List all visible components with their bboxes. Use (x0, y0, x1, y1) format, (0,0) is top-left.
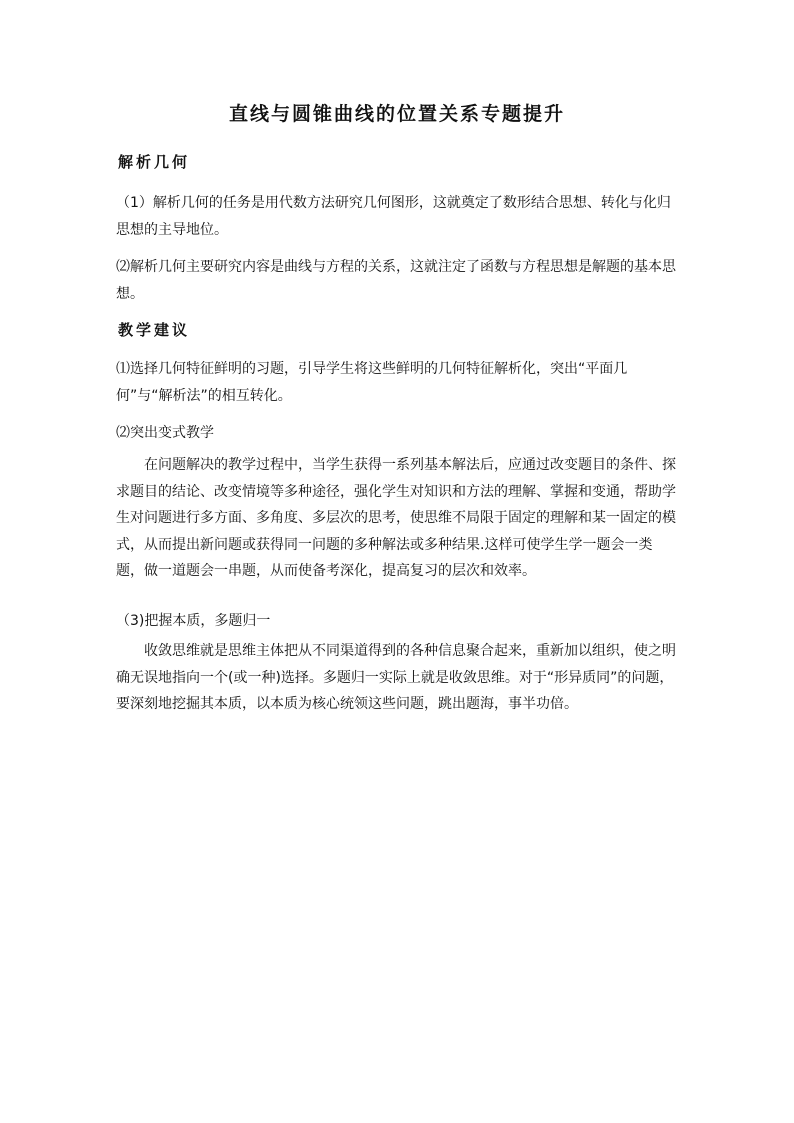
document-title: 直线与圆锥曲线的位置关系专题提升 (228, 103, 565, 125)
paragraph: （3)把握本质，多题归一 (116, 613, 271, 629)
paragraph: 在问题解决的教学过程中，当学生获得一系列基本解法后，应通过改变题目的条件、探求题目的结论、改变情境等多种途径，强化学生对知识和方法的理解、掌握和变通，帮助学生对问题进行多方面、多角度、多层次的思考，使思维不局限于固定的理解和某一固定的模式，从而提出新问题或获得同一问题的多种解法或多种结果.这样可使学生学一题会一类题，做一道题会一串题，从而使备考深化，提高复习的层次和效率。 (116, 457, 676, 579)
paragraph: （1）解析几何的任务是用代数方法研究几何图形，这就奠定了数形结合思想、转化与化归思想的主导地位。 (116, 195, 671, 238)
paragraph: ⑵突出变式教学 (116, 425, 214, 441)
paragraph: ⑴选择几何特征鲜明的习题，引导学生将这些鲜明的几何特征解析化，突出“平面几何”与“解析法”的相互转化。 (116, 361, 628, 404)
section-heading-teaching-suggestions: 教学建议 (118, 321, 191, 339)
paragraph: 收敛思维就是思维主体把从不同渠道得到的各种信息聚合起来，重新加以组织，使之明确无误地指向一个(或一种)选择。多题归一实际上就是收敛思维。对于“形异质同”的问题，要深刻地挖掘其本质，以本质为核心统领这些问题，跳出题海，事半功倍。 (116, 643, 676, 712)
paragraph: ⑵解析几何主要研究内容是曲线与方程的关系，这就注定了函数与方程思想是解题的基本思想。 (116, 259, 676, 302)
section-heading-analytic-geometry: 解析几何 (118, 153, 191, 171)
